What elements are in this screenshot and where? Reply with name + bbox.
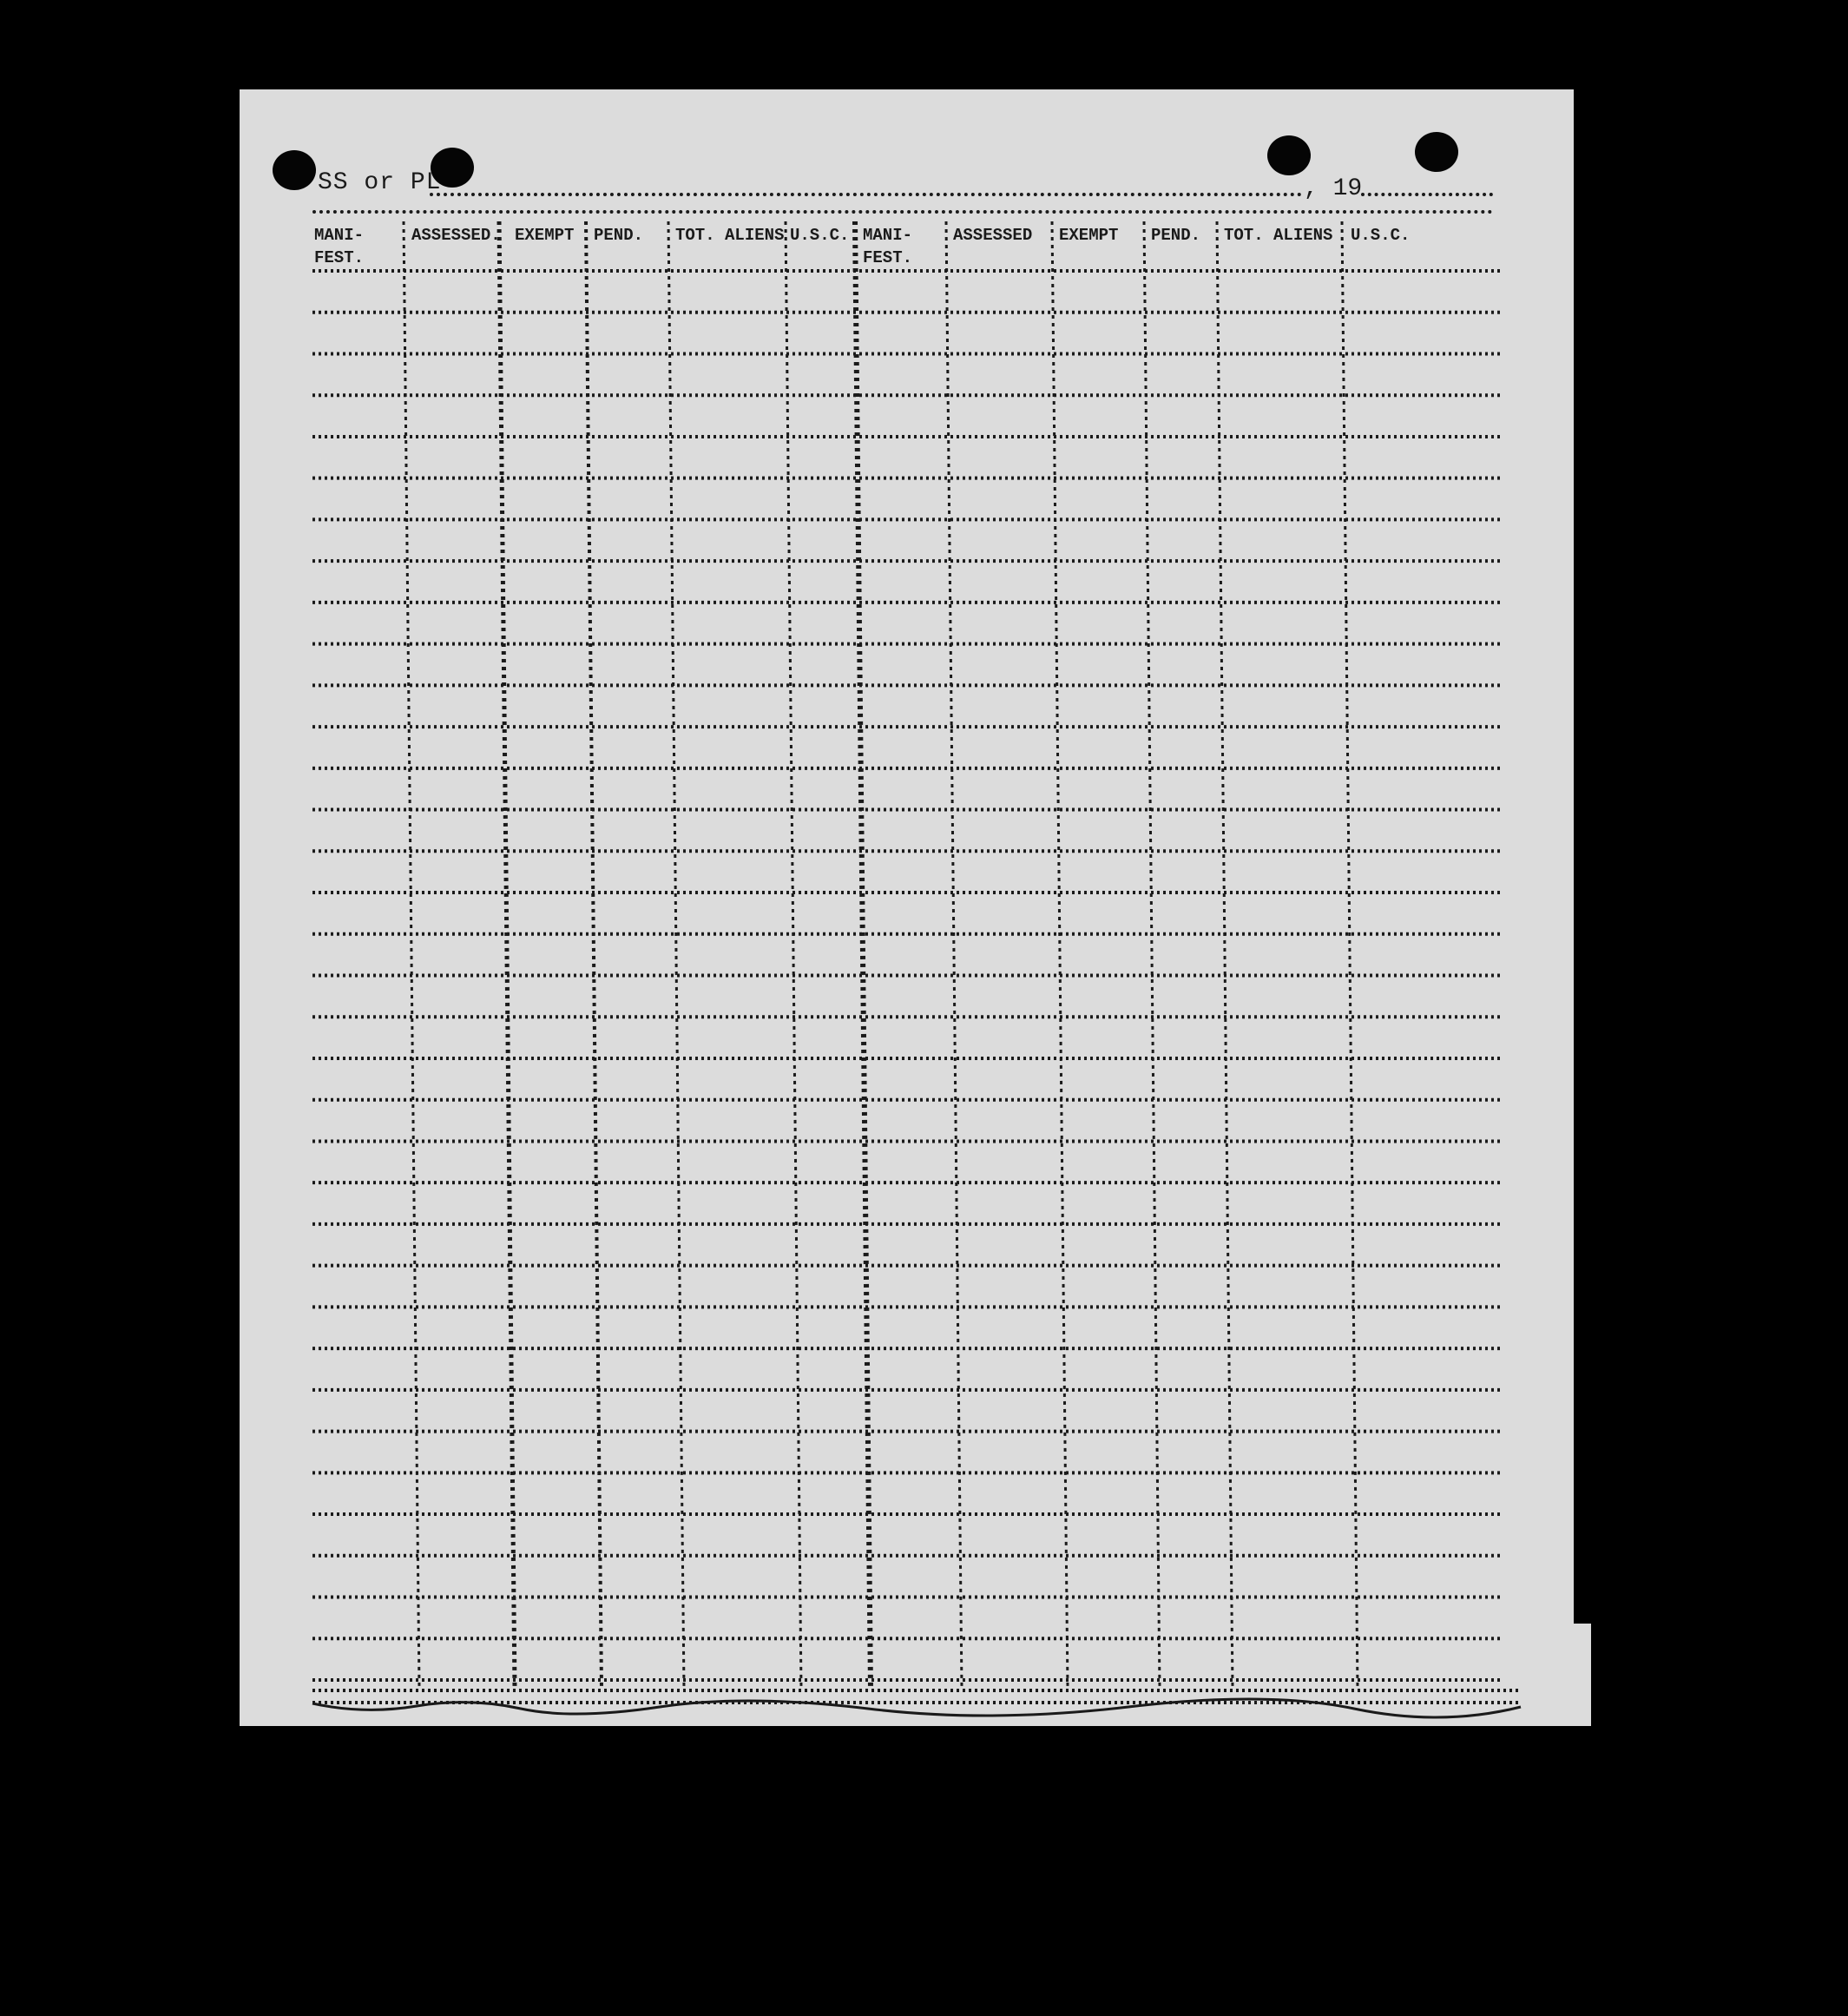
- column-divider: [499, 221, 515, 1689]
- header-right-assessed: ASSESSED: [953, 226, 1033, 245]
- column-divider: [946, 221, 962, 1689]
- header-left-pend: PEND.: [594, 226, 644, 245]
- header-right-tot-aliens: TOT. ALIENS: [1224, 226, 1333, 245]
- header-left-usc: U.S.C.: [790, 226, 850, 245]
- column-divider: [404, 221, 419, 1689]
- header-left-manifest-line2: FEST.: [314, 248, 365, 267]
- column-divider: [1342, 221, 1358, 1689]
- header-left-tot-aliens: TOT. ALIENS: [675, 226, 785, 245]
- year-prefix: 19: [1332, 175, 1363, 202]
- header-right-manifest-line1: MANI-: [863, 226, 913, 245]
- ship-label: SS or PL: [318, 169, 442, 196]
- header-right-usc: U.S.C.: [1351, 226, 1411, 245]
- date-comma: ,: [1304, 175, 1319, 202]
- header-left-manifest-line1: MANI-: [314, 226, 365, 245]
- column-divider: [1217, 221, 1233, 1689]
- column-divider: [668, 221, 684, 1689]
- header-right-manifest-line2: FEST.: [863, 248, 913, 267]
- header-left-exempt: EXEMPT: [515, 226, 575, 245]
- header-left-assessed: ASSESSED.: [411, 226, 501, 245]
- column-divider: [1052, 221, 1068, 1689]
- column-divider: [1144, 221, 1160, 1689]
- column-divider: [786, 221, 801, 1689]
- header-right-exempt: EXEMPT: [1059, 226, 1119, 245]
- column-divider: [586, 221, 602, 1689]
- header-right-pend: PEND.: [1151, 226, 1201, 245]
- column-divider: [855, 221, 871, 1689]
